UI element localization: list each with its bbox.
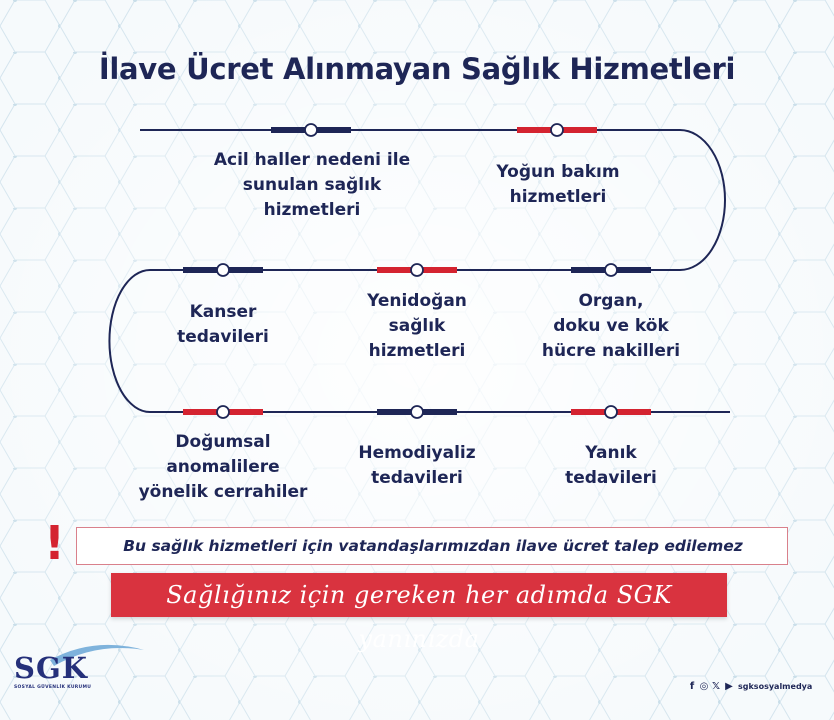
- service-marker-dot: [551, 124, 563, 136]
- note-box: [76, 527, 788, 565]
- service-marker-dot: [411, 264, 423, 276]
- service-label: Yenidoğan sağlık hizmetleri: [367, 291, 467, 361]
- service-label: Doğumsal anomalilere yönelik cerrahiler: [138, 432, 308, 502]
- service-marker-dot: [605, 264, 617, 276]
- slogan-text: Sağlığınız için gereken her adımda SGK yanınızda: [166, 581, 672, 653]
- service-marker-dot: [305, 124, 317, 136]
- service-label: Acil haller nedeni ile sunulan sağlık hizmetleri: [213, 150, 411, 220]
- service-marker-dot: [217, 264, 229, 276]
- service-marker-dot: [217, 406, 229, 418]
- service-marker-dot: [411, 406, 423, 418]
- service-label: Organ, doku ve kök hücre nakilleri: [541, 291, 681, 361]
- note-text: Bu sağlık hizmetleri için vatandaşlarımızdan ilave ücret talep edilemez: [123, 537, 743, 555]
- warning-icon: !: [44, 516, 65, 570]
- service-label: Kanser tedavileri: [177, 302, 269, 347]
- social-handle: sgksosyalmedya: [738, 682, 813, 691]
- youtube-icon[interactable]: ▶: [725, 681, 733, 692]
- service-label: Yoğun bakım hizmetleri: [496, 162, 620, 207]
- slogan-banner: [111, 573, 727, 653]
- x-icon[interactable]: 𝕏: [711, 681, 721, 692]
- service-marker-dot: [605, 406, 617, 418]
- service-label: Hemodiyaliz tedavileri: [358, 443, 476, 488]
- sgk-logo-text: SGK: [14, 651, 88, 685]
- facebook-icon[interactable]: f: [689, 681, 695, 692]
- instagram-icon[interactable]: ◎: [699, 681, 709, 692]
- page-title: İlave Ücret Alınmayan Sağlık Hizmetleri: [98, 52, 736, 86]
- service-label: Yanık tedavileri: [565, 443, 657, 488]
- sgk-logo-subtitle: SOSYAL GÜVENLİK KURUMU: [14, 685, 92, 690]
